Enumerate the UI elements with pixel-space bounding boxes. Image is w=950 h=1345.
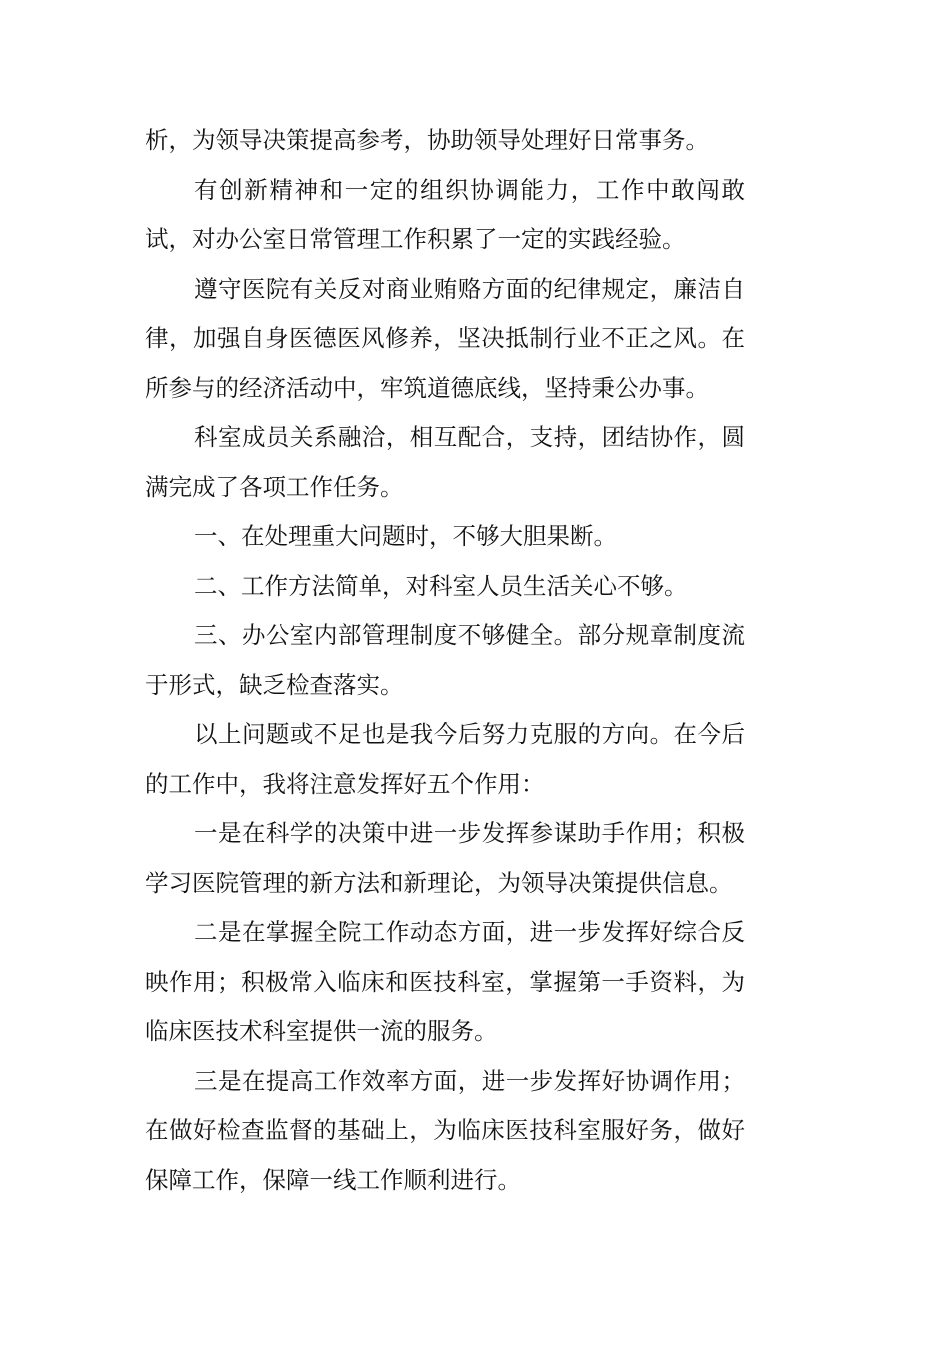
paragraph-2: 有创新精神和一定的组织协调能力，工作中敢闯敢试，对办公室日常管理工作积累了一定的实践经验。: [145, 175, 745, 253]
document-body: [145, 116, 745, 1205]
paragraph-5: 一、在处理重大问题时，不够大胆果断。: [194, 522, 617, 550]
paragraph-10: 二是在掌握全院工作动态方面，进一步发挥好综合反映作用；积极常入临床和医技科室，掌握第一手资料，为临床医技术科室提供一流的服务。: [145, 918, 745, 1045]
paragraph-3: 遵守医院有关反对商业贿赂方面的纪律规定，廉洁自律，加强自身医德医风修养，坚决抵制行业不正之风。在所参与的经济活动中，牢筑道德底线，坚持秉公办事。: [145, 274, 745, 402]
paragraph-7: 三、办公室内部管理制度不够健全。部分规章制度流于形式，缺乏检查落实。: [145, 621, 745, 699]
paragraph-9: 一是在科学的决策中进一步发挥参谋助手作用；积极学习医院管理的新方法和新理论，为领导决策提供信息。: [145, 819, 745, 897]
paragraph-6: 二、工作方法简单，对科室人员生活关心不够。: [194, 571, 688, 600]
paragraph-4: 科室成员关系融洽，相互配合，支持，团结协作，圆满完成了各项工作任务。: [145, 423, 745, 501]
paragraph-11: 三是在提高工作效率方面，进一步发挥好协调作用；在做好检查监督的基础上，为临床医技科室服好务，做好保障工作，保障一线工作顺利进行。: [145, 1066, 745, 1194]
paragraph-8: 以上问题或不足也是我今后努力克服的方向。在今后的工作中，我将注意发挥好五个作用：: [145, 720, 745, 798]
paragraph-1: 析，为领导决策提高参考，协助领导处理好日常事务。: [145, 126, 709, 154]
